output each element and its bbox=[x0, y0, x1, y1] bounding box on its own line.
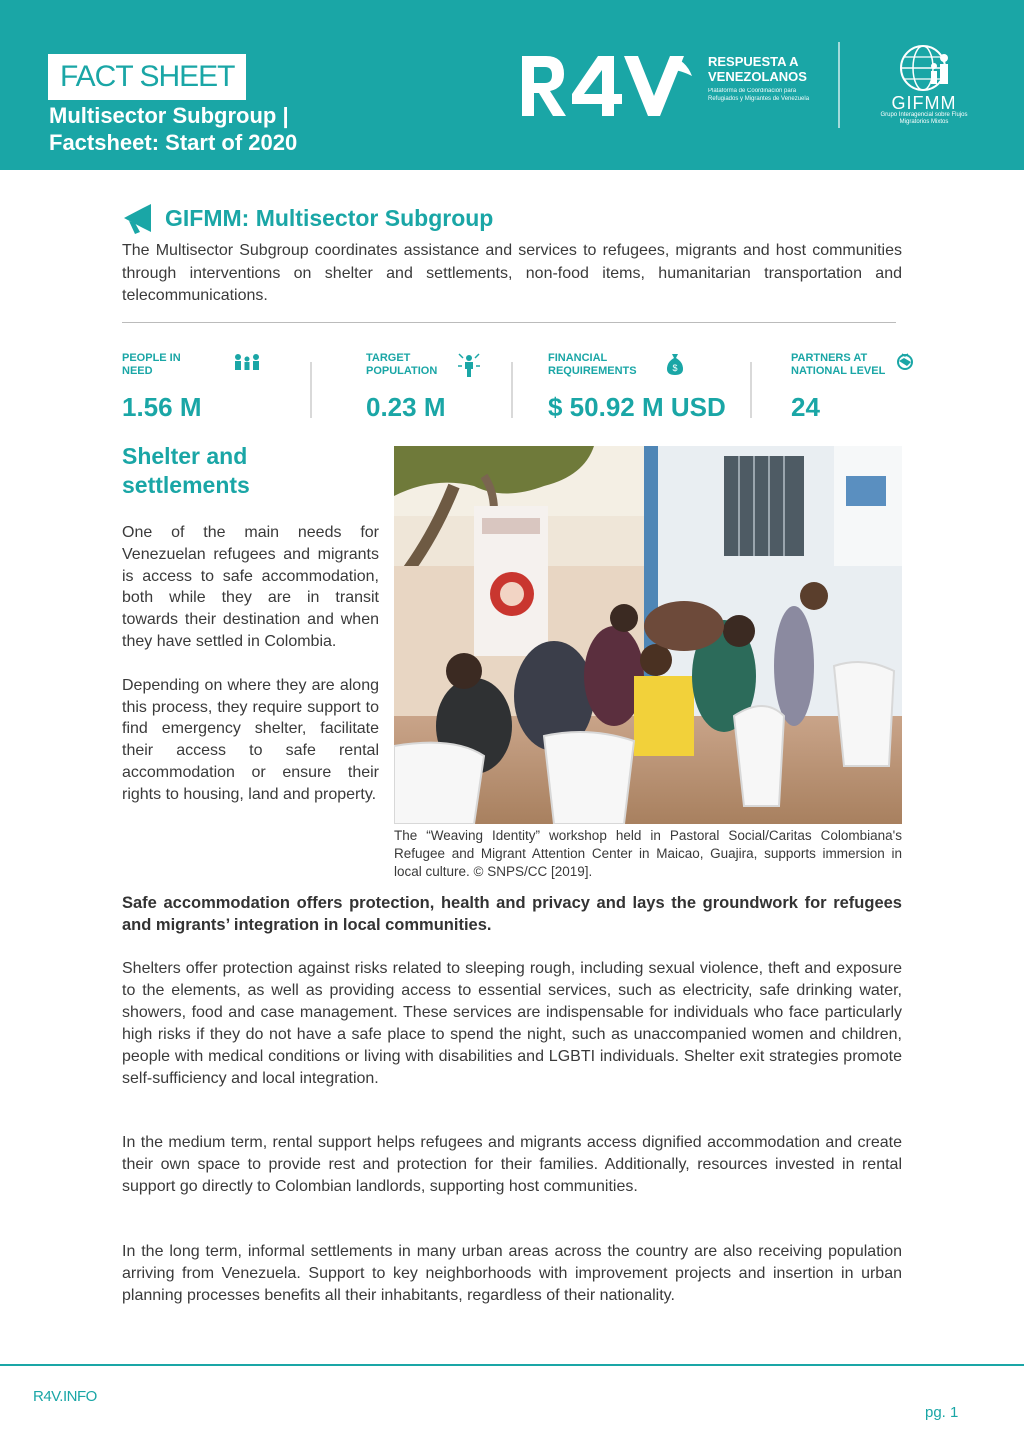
section-intro: The Multisector Subgroup coordinates assistance and services to refugees, migrants and host communities through interventions on shelter and settlements, non-food items, humanitarian transportation and telecommunications. bbox=[122, 242, 902, 304]
gifmm-wordmark bbox=[872, 94, 976, 126]
body-paragraph-1: Shelters offer protection against risks related to sleeping rough, including sexual violence, theft and exposure to the elements, as well as providing access to essential services, such as electricity, safe drinking water, showers, food and case management. These services are indispensable for individuals who face particularly high risks if they do not have a safe place to spend the night, such as unaccompanied women and children, people with medical conditions or living with disabilities and LGBTI individuals. Shelter exit strategies promote self-sufficiency and local integration. bbox=[122, 960, 902, 1087]
document-subtitle bbox=[49, 102, 349, 156]
section-title: GIFMM: Multisector Subgroup bbox=[165, 205, 494, 231]
fact-sheet-badge: FACT SHEET bbox=[48, 54, 246, 100]
shelter-paragraph-1: One of the main needs for Venezuelan refugees and migrants is access to safe accommodation, both while they are in transit towards their destination and when they have settled in Colombia. bbox=[122, 524, 379, 650]
subtitle-line-1: Multisector Subgroup | bbox=[49, 103, 289, 128]
svg-text:$: $ bbox=[672, 363, 678, 373]
photo-caption: The “Weaving Identity” workshop held in Pastoral Social/Caritas Colombiana's Refugee and Migrant Attention Center in Maicao, Guajira, supports immersion in local culture. © SNPS/CC [2019]. bbox=[394, 828, 902, 879]
header-banner bbox=[0, 0, 1024, 170]
handshake-icon bbox=[895, 352, 915, 370]
people-icon bbox=[232, 352, 262, 372]
gifmm-name: GIFMM bbox=[891, 93, 957, 113]
stat-financial-requirements bbox=[548, 352, 726, 422]
r4v-tagline-2: VENEZOLANOS bbox=[708, 69, 807, 84]
r4v-logo bbox=[520, 50, 700, 120]
r4v-small-text: Plataforma de Coordinación para Refugiados y Migrantes de Venezuela bbox=[708, 88, 810, 102]
person-target-icon bbox=[456, 352, 482, 378]
subtitle-line-2: Factsheet: Start of 2020 bbox=[49, 130, 298, 155]
stat-value: 0.23 M bbox=[366, 392, 446, 422]
r4v-tagline-1: RESPUESTA A bbox=[708, 54, 799, 69]
stat-value: $ 50.92 M USD bbox=[548, 392, 726, 422]
body-paragraph-2: In the medium term, rental support helps refugees and migrants access dignified accommodation and create their own space to provide rest and protection for their families. Additionally, resources invested in rental support go directly to Colombian landlords, supporting host communities. bbox=[122, 1134, 902, 1195]
megaphone-icon bbox=[121, 204, 155, 236]
shelter-title: Shelter and settlements bbox=[122, 443, 250, 498]
stat-divider bbox=[750, 362, 752, 418]
key-message: Safe accommodation offers protection, health and privacy and lays the groundwork for refugees and migrants’ integration in local communities. bbox=[122, 894, 902, 934]
stat-label: FINANCIAL REQUIREMENTS bbox=[548, 352, 637, 377]
workshop-photo bbox=[394, 446, 902, 824]
footer-divider bbox=[0, 1364, 1024, 1366]
stat-divider bbox=[310, 362, 312, 418]
stat-target-population bbox=[366, 352, 456, 422]
stat-label: PEOPLE IN NEED bbox=[122, 352, 181, 377]
stat-value: 24 bbox=[791, 392, 820, 422]
stat-people-in-need bbox=[122, 352, 202, 422]
section-divider bbox=[122, 322, 896, 323]
stat-label: TARGET POPULATION bbox=[366, 352, 438, 377]
stat-value: 1.56 M bbox=[122, 392, 202, 422]
stat-divider bbox=[511, 362, 513, 418]
page-number: pg. 1 bbox=[925, 1404, 959, 1421]
stat-partners bbox=[791, 352, 901, 422]
shelter-intro-column bbox=[122, 522, 379, 828]
r4v-tagline bbox=[708, 54, 818, 103]
stat-label: PARTNERS AT NATIONAL LEVEL bbox=[791, 352, 886, 377]
gifmm-full-name: Grupo Interagencial sobre Flujos Migratorios Mixtos bbox=[880, 112, 968, 125]
footer-website: R4V.INFO bbox=[33, 1388, 97, 1405]
shelter-paragraph-2: Depending on where they are along this process, they require support to find emergency shelter, facilitate their access to safe rental accommodation or ensure their rights to housing, land and property. bbox=[122, 676, 379, 803]
body-paragraph-3: In the long term, informal settlements in many urban areas across the country are also receiving population arriving from Venezuela. Support to key neighborhoods with improvement projects and insertion in urban planning processes benefits all their inhabitants, regardless of their nationality. bbox=[122, 1243, 902, 1304]
money-bag-icon bbox=[666, 352, 684, 376]
header-divider bbox=[838, 42, 840, 128]
gifmm-globe-icon bbox=[890, 40, 960, 100]
